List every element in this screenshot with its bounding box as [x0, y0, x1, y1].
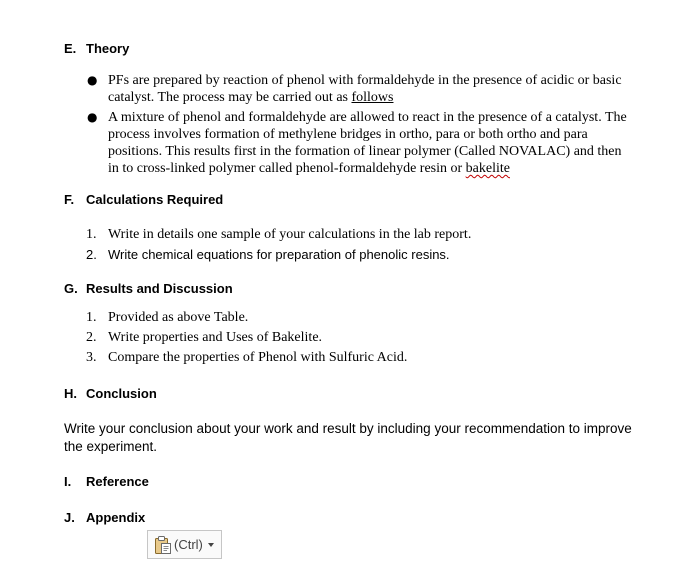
heading-title: Theory	[86, 41, 130, 56]
results-list	[86, 309, 407, 369]
list-number: 2.	[86, 330, 97, 345]
paste-options-label: (Ctrl)	[174, 537, 203, 552]
spellcheck-word[interactable]: bakelite	[465, 161, 510, 176]
heading-letter: G.	[64, 281, 78, 296]
list-text: Write in details one sample of your calculations in the lab report.	[108, 227, 472, 242]
heading-conclusion	[64, 386, 157, 402]
list-item	[86, 226, 471, 246]
bullet-text: PFs are prepared by reaction of phenol with formaldehyde in the presence of acidic or basic catalyst. The process may be carried out as	[108, 73, 622, 105]
heading-letter: H.	[64, 386, 77, 401]
caret-down-icon	[208, 543, 214, 547]
bullet-dot-icon: ●	[87, 110, 98, 124]
list-number: 1.	[86, 227, 97, 242]
list-text: Provided as above Table.	[108, 310, 249, 325]
heading-title: Reference	[86, 474, 149, 489]
list-number: 1.	[86, 310, 97, 325]
calculations-list	[86, 226, 471, 266]
heading-title: Calculations Required	[86, 192, 224, 207]
list-item	[86, 309, 407, 329]
bullet-dot-icon: ●	[87, 73, 98, 87]
clipboard-paste-icon	[153, 535, 173, 555]
heading-title: Conclusion	[86, 386, 157, 401]
heading-reference	[64, 474, 149, 490]
conclusion-paragraph: Write your conclusion about your work and result by including your recommendation to improve the experiment.	[64, 421, 632, 454]
heading-letter: I.	[64, 474, 72, 489]
follows-link[interactable]: follows	[351, 90, 394, 105]
heading-letter: F.	[64, 192, 75, 207]
heading-calculations	[64, 192, 223, 208]
list-item	[86, 329, 407, 349]
theory-bullet-list	[87, 72, 632, 177]
list-number: 3.	[86, 350, 97, 365]
list-text: Write chemical equations for preparation of phenolic resins.	[108, 247, 450, 262]
heading-title: Results and Discussion	[86, 281, 233, 296]
list-item	[87, 72, 632, 106]
list-item	[87, 109, 632, 177]
list-number: 2.	[86, 247, 97, 262]
list-text: Write properties and Uses of Bakelite.	[108, 330, 323, 345]
bullet-text: A mixture of phenol and formaldehyde are allowed to react in the presence of a catalyst. The process involves formation of methylene bridges in ortho, para or both ortho and para positions. This results first in the formation of linear polymer (Called NOVALAC) and then in to cross-linked polymer called phenol-formaldehyde resin or	[108, 110, 627, 176]
paste-options-button[interactable]	[147, 530, 222, 559]
list-text: Compare the properties of Phenol with Sulfuric Acid.	[108, 350, 408, 365]
list-item	[86, 349, 407, 369]
heading-letter: E.	[64, 41, 77, 56]
list-item	[86, 246, 471, 266]
heading-letter: J.	[64, 510, 75, 525]
heading-results	[64, 281, 233, 297]
heading-theory	[64, 41, 129, 57]
heading-appendix	[64, 510, 145, 526]
heading-title: Appendix	[86, 510, 146, 525]
